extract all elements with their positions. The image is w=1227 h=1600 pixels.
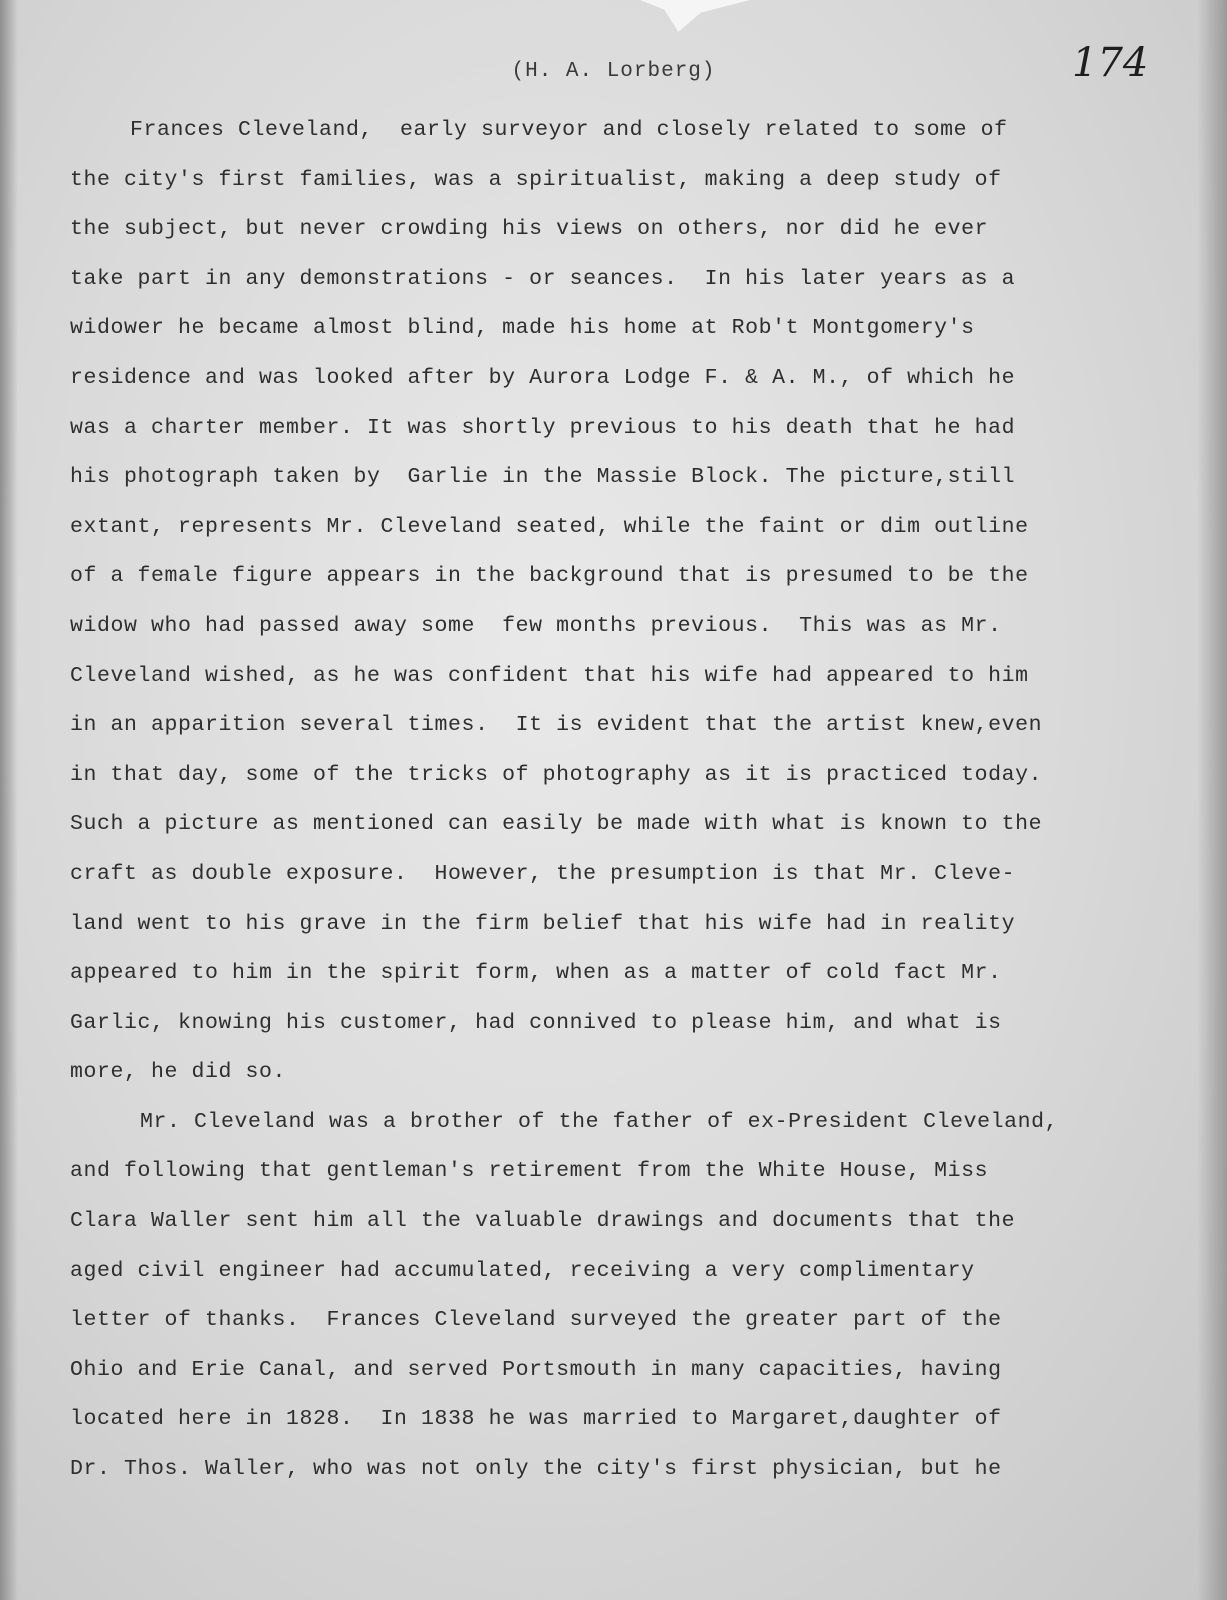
text-line: located here in 1828. In 1838 he was married to Margaret,daughter of: [70, 1407, 1002, 1432]
text-line: his photograph taken by Garlie in the Massie Block. The picture,still: [70, 465, 1016, 490]
text-line: widower he became almost blind, made his home at Rob't Montgomery's: [70, 316, 975, 341]
text-line: Such a picture as mentioned can easily be made with what is known to the: [70, 812, 1043, 837]
paragraph-1: [70, 106, 1180, 1098]
text-line: land went to his grave in the firm belief that his wife had in reality: [70, 911, 1016, 936]
text-line: Mr. Cleveland was a brother of the father of ex-President Cleveland,: [140, 1109, 1059, 1134]
text-line: Ohio and Erie Canal, and served Portsmouth in many capacities, having: [70, 1357, 1002, 1382]
text-line: and following that gentleman's retirement from the White House, Miss: [70, 1159, 989, 1184]
text-line: the city's first families, was a spiritualist, making a deep study of: [70, 167, 1002, 192]
text-line: of a female figure appears in the background that is presumed to be the: [70, 564, 1029, 589]
text-line: extant, represents Mr. Cleveland seated, while the faint or dim outline: [70, 514, 1029, 539]
text-line: widow who had passed away some few months previous. This was as Mr.: [70, 613, 1002, 638]
text-line: aged civil engineer had accumulated, receiving a very complimentary: [70, 1258, 975, 1283]
page-edge-right: [1197, 0, 1227, 1600]
text-line: Dr. Thos. Waller, who was not only the city's first physician, but he: [70, 1457, 1002, 1482]
text-line: Clara Waller sent him all the valuable drawings and documents that the: [70, 1209, 1016, 1234]
text-line: take part in any demonstrations - or seances. In his later years as a: [70, 266, 1016, 291]
text-line: letter of thanks. Frances Cleveland surveyed the greater part of the: [70, 1308, 1002, 1333]
text-line: Frances Cleveland, early surveyor and closely related to some of: [130, 118, 1008, 142]
text-line: Garlic, knowing his customer, had connived to please him, and what is: [70, 1010, 1002, 1035]
text-line: residence and was looked after by Aurora Lodge F. & A. M., of which he: [70, 365, 1016, 390]
text-line: more, he did so.: [70, 1060, 287, 1085]
text-line: craft as double exposure. However, the presumption is that Mr. Cleve-: [70, 861, 1016, 886]
paragraph-2: [70, 1098, 1180, 1495]
handwritten-page-number: 174: [1072, 40, 1149, 86]
text-line: was a charter member. It was shortly previous to his death that he had: [70, 415, 1016, 440]
typed-text-body: [70, 106, 1180, 1495]
text-line: in an apparition several times. It is evident that the artist knew,even: [70, 713, 1043, 738]
text-line: Cleveland wished, as he was confident that his wife had appeared to him: [70, 663, 1029, 688]
paper-tear: [640, 0, 750, 32]
page-edge-left: [0, 0, 18, 1600]
text-line: the subject, but never crowding his views on others, nor did he ever: [70, 217, 989, 242]
author-header: (H. A. Lorberg): [511, 60, 716, 83]
text-line: appeared to him in the spirit form, when as a matter of cold fact Mr.: [70, 961, 1002, 986]
text-line: in that day, some of the tricks of photography as it is practiced today.: [70, 762, 1043, 787]
